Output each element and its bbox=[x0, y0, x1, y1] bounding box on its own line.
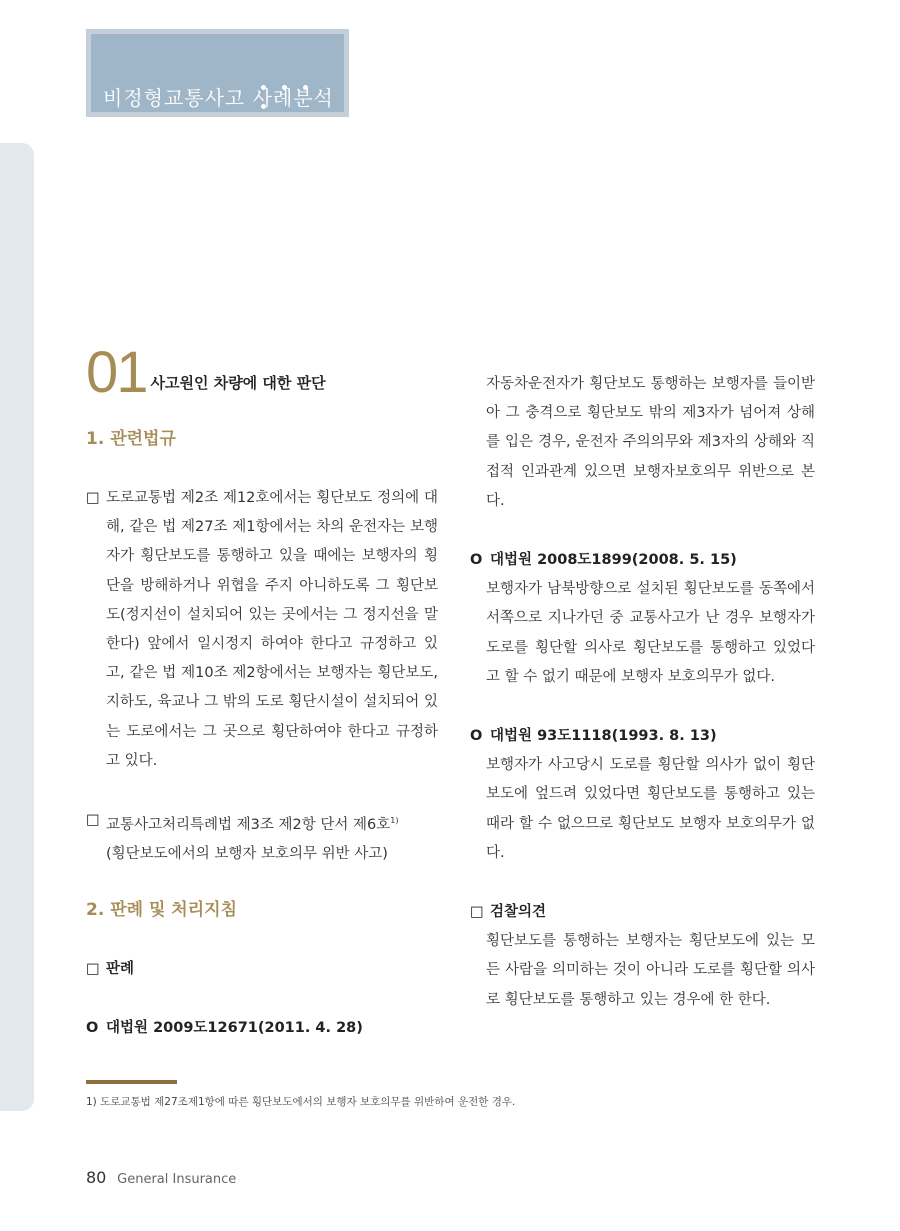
page-footer bbox=[86, 1168, 236, 1187]
page-number: 80 bbox=[86, 1168, 107, 1187]
square-bullet: □ bbox=[86, 961, 100, 978]
law-paragraph-2-line1: 교통사고처리특례법 제3조 제2항 단서 제6호 bbox=[106, 816, 391, 833]
right-column bbox=[470, 370, 815, 1015]
section-heading-1: 1. 관련법규 bbox=[86, 429, 176, 449]
footnote-rule bbox=[86, 1080, 177, 1084]
case-2-title: 대법원 2008도1899(2008. 5. 15) bbox=[490, 552, 737, 569]
law-paragraph-2-text bbox=[106, 806, 438, 869]
precedent-label-row bbox=[86, 955, 438, 984]
chapter-heading bbox=[86, 340, 438, 405]
publication-name: General Insurance bbox=[117, 1172, 237, 1187]
prosecution-label: 검찰의견 bbox=[490, 904, 547, 921]
case-1-title: 대법원 2009도12671(2011. 4. 28) bbox=[106, 1020, 363, 1037]
footnote-ref[interactable]: 1) bbox=[390, 816, 399, 826]
law-paragraph-2 bbox=[86, 806, 438, 869]
case-3-body: 보행자가 사고당시 도로를 횡단할 의사가 없이 횡단보도에 엎드려 있었다면 횡단보도를 통행하고 있는 때라 할 수 없으므로 횡단보도 보행자 보호의무가 없다. bbox=[486, 757, 815, 861]
circle-bullet: O bbox=[86, 1020, 99, 1037]
footnote-text: 1) 도로교통법 제27조제1항에 따른 횡단보도에서의 보행자 보호의무를 위반하여 운전한 경우. bbox=[86, 1096, 516, 1108]
case-2-body: 보행자가 남북방향으로 설치된 횡단보도를 동쪽에서 서쪽으로 지나가던 중 교통사고가 난 경우 보행자가 도로를 횡단할 의사로 횡단보도를 통행하고 있었다고 할 수 없기 때문에 보행자 보호의무가 없다. bbox=[486, 581, 815, 685]
square-bullet: □ bbox=[86, 490, 100, 506]
case-2-title-row bbox=[470, 546, 815, 575]
circle-bullet: O bbox=[470, 552, 483, 569]
left-column bbox=[86, 340, 438, 1044]
case-3-title-row bbox=[470, 722, 815, 751]
prosecution-title-row bbox=[470, 898, 815, 927]
circle-bullet: O bbox=[470, 728, 483, 745]
side-tab bbox=[0, 143, 34, 1111]
law-paragraph-2-line2: (횡단보도에서의 보행자 보호의무 위반 사고) bbox=[106, 846, 388, 863]
precedent-label: 판례 bbox=[106, 961, 135, 978]
case-1-body: 자동차운전자가 횡단보도 통행하는 보행자를 들이받아 그 충격으로 횡단보도 밖의 제3자가 넘어져 상해를 입은 경우, 운전자 주의의무와 제3자의 상해와 직접적 인과관계 있으면 보행자보호의무 위반으로 본다. bbox=[486, 376, 815, 509]
law-paragraph-1-text: 도로교통법 제2조 제12호에서는 횡단보도 정의에 대해, 같은 법 제27조 제1항에서는 차의 운전자는 보행자가 횡단보도를 통행하고 있을 때에는 보행자의 횡단을 방해하거나 위협을 주지 아니하도록 그 횡단보도(정지선이 설치되어 있는 곳에서는 그 정지선을 말한다) 앞에서 일시정지 하여야 한다고 규정하고 있고, 같은 법 제10조 제2항에서는 보행자는 횡단보도, 지하도, 육교나 그 밖의 도로 횡단시설이 설치되어 있는 도로에서는 그 곳으로 횡단하여야 한다고 규정하고 있다. bbox=[106, 490, 438, 769]
square-bullet: □ bbox=[470, 904, 484, 921]
section-header-inner bbox=[91, 34, 344, 112]
case-1-title-row bbox=[86, 1014, 438, 1043]
square-bullet: □ bbox=[86, 812, 100, 829]
case-3-title: 대법원 93도1118(1993. 8. 13) bbox=[490, 728, 717, 745]
prosecution-body: 횡단보도를 통행하는 보행자는 횡단보도에 있는 모든 사람을 의미하는 것이 아니라 도로를 횡단할 의사로 횡단보도를 통행하고 있는 경우에 한 한다. bbox=[486, 933, 815, 1008]
chapter-title: 사고원인 차량에 대한 판단 bbox=[150, 373, 326, 392]
law-paragraph-1 bbox=[86, 484, 438, 776]
section-heading-2: 2. 판례 및 처리지침 bbox=[86, 900, 237, 921]
section-header bbox=[86, 29, 349, 117]
section-header-title: 비정형교통사고 사례분석 bbox=[103, 86, 334, 110]
chapter-number: 01 bbox=[86, 340, 147, 405]
